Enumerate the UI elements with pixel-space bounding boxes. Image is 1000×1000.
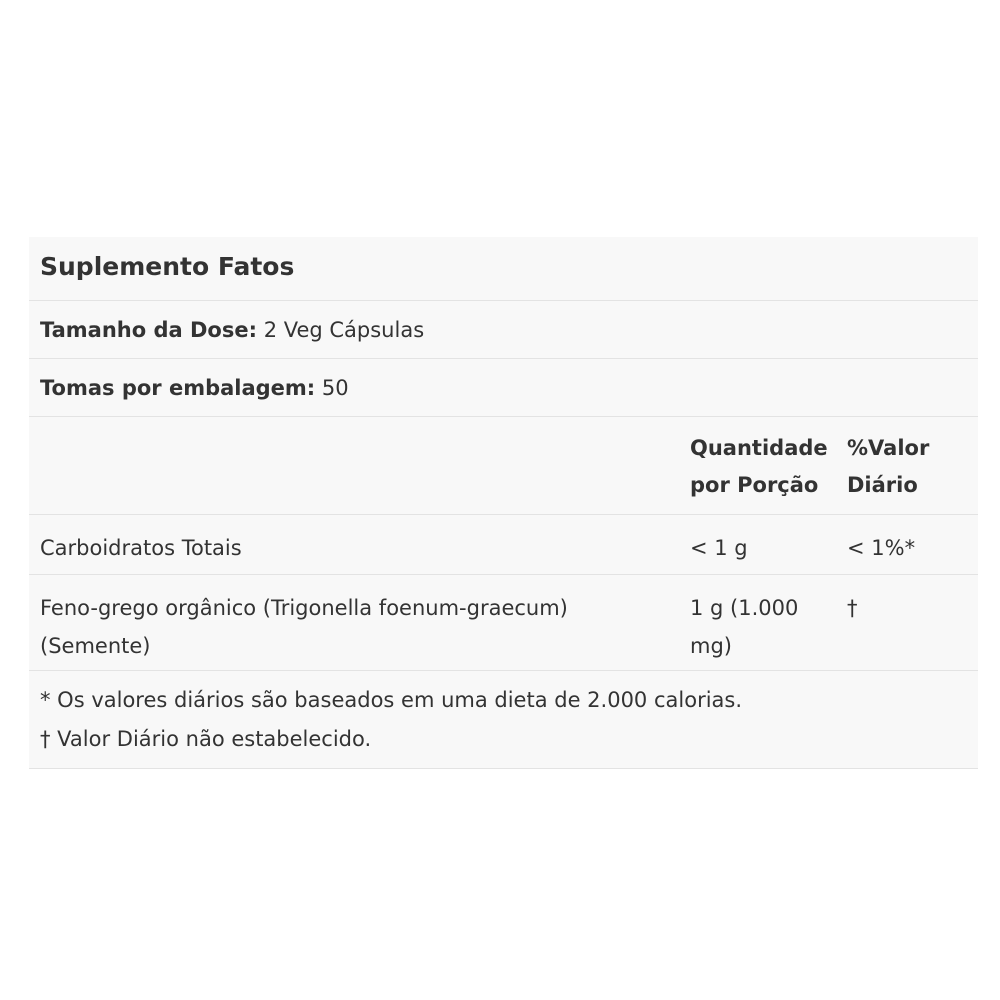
footnotes-row: [29, 671, 978, 769]
nutrient-name-line2: (Semente): [40, 634, 151, 658]
serving-size-row: [29, 301, 978, 359]
footnote-daily-values: * Os valores diários são baseados em uma dieta de 2.000 calorias.: [40, 688, 743, 712]
serving-size-text: [40, 318, 424, 342]
nutrient-daily-value: < 1%*: [847, 536, 916, 560]
dv-header-line2: Diário: [847, 473, 918, 497]
nutrient-name: Carboidratos Totais: [40, 536, 242, 560]
title-row: [29, 237, 978, 301]
serving-size-value: 2 Veg Cápsulas: [263, 318, 425, 342]
supplement-facts-panel: [29, 237, 978, 769]
nutrient-amount-line2: mg): [690, 634, 732, 658]
servings-per-container-text: [40, 376, 349, 400]
nutrient-amount-line1: 1 g (1.000: [690, 596, 799, 620]
dv-header-line1: %Valor: [847, 436, 930, 460]
nutrient-name-line1: Feno-grego orgânico (Trigonella foenum-graecum): [40, 596, 568, 620]
footnote-not-established: † Valor Diário não estabelecido.: [40, 727, 372, 751]
nutrient-amount: [690, 589, 798, 665]
column-header-row: [29, 417, 978, 515]
servings-per-container-row: [29, 359, 978, 417]
servings-per-container-value: 50: [321, 376, 349, 400]
nutrient-amount: < 1 g: [690, 536, 748, 560]
nutrient-row: [29, 575, 978, 671]
nutrient-name: [40, 589, 568, 665]
servings-per-container-label: Tomas por embalagem:: [40, 376, 316, 400]
nutrient-daily-value: †: [847, 596, 858, 620]
panel-title: Suplemento Fatos: [40, 252, 295, 281]
nutrient-row: [29, 515, 978, 575]
serving-size-label: Tamanho da Dose:: [40, 318, 257, 342]
amount-header-line1: Quantidade: [690, 436, 828, 460]
amount-per-serving-header: [690, 430, 828, 504]
daily-value-header: [847, 430, 929, 504]
amount-header-line2: por Porção: [690, 473, 819, 497]
